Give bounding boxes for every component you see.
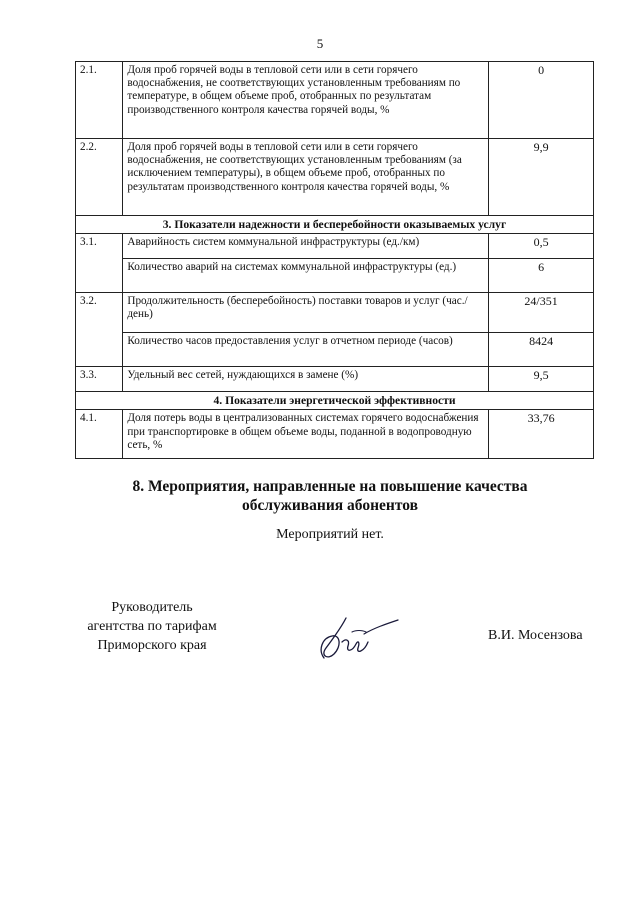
row-value: 24/351 [489,293,594,333]
subrow-description: Количество часов предоставления услуг в отчетном периоде (часов) [123,333,489,367]
row-value: 0,5 [489,234,594,259]
row-description: Доля проб горячей воды в тепловой сети или в сети горячего водоснабжения, не соответствующих установленным требованиям по температуре, в общем объеме проб, отобранных по результатам производственного контроля качества горячей воды, % [123,62,489,139]
signer-position [82,598,222,655]
section-8-heading-line2: обслуживания абонентов [242,497,418,514]
row-description: Доля потерь воды в централизованных системах горячего водоснабжения при транспортировке в общем объеме воды, поданной в водопроводную сеть, % [123,410,489,459]
table-row [76,410,594,459]
page-number: 5 [316,36,324,51]
table-row [76,367,594,392]
row-number: 3.3. [76,367,123,392]
row-number: 2.2. [76,139,123,216]
row-number: 2.1. [76,62,123,139]
row-description: Аварийность систем коммунальной инфраструктуры (ед./км) [123,234,489,259]
section-header-row [76,216,594,234]
row-value: 9,5 [489,367,594,392]
table-row [76,293,594,333]
signer-position-line1: Руководитель [111,600,193,615]
table-row [76,62,594,139]
subrow-value: 6 [489,259,594,293]
row-description: Продолжительность (бесперебойность) поставки товаров и услуг (час./день) [123,293,489,333]
section-3-title: 3. Показатели надежности и бесперебойности оказываемых услуг [76,216,594,234]
section-8-heading [100,477,560,515]
row-number: 3.1. [76,234,123,293]
section-8-heading-line1: 8. Мероприятия, направленные на повышение качества [132,478,528,495]
row-description: Доля проб горячей воды в тепловой сети или в сети горячего водоснабжения, не соответствующих установленным требованиям (за исключением температуры), в общем объеме проб, отобранных по результатам производственного контроля качества горячей воды, % [123,139,489,216]
row-value: 33,76 [489,410,594,459]
subrow-description: Количество аварий на системах коммунальной инфраструктуры (ед.) [123,259,489,293]
section-header-row [76,392,594,410]
row-value: 0 [489,62,594,139]
handwritten-signature [312,612,402,668]
row-number: 4.1. [76,410,123,459]
row-number: 3.2. [76,293,123,367]
row-description: Удельный вес сетей, нуждающихся в замене (%) [123,367,489,392]
section-8-body: Мероприятий нет. [276,527,384,542]
signer-position-line3: Приморского края [97,638,207,653]
section-4-title: 4. Показатели энергетической эффективности [76,392,594,410]
table-subrow [76,333,594,367]
table-row [76,139,594,216]
signer-position-line2: агентства по тарифам [87,619,217,634]
table-row [76,234,594,259]
signer-name: В.И. Мосензова [488,628,583,643]
table-subrow [76,259,594,293]
row-value: 9,9 [489,139,594,216]
indicators-table [75,61,594,459]
subrow-value: 8424 [489,333,594,367]
